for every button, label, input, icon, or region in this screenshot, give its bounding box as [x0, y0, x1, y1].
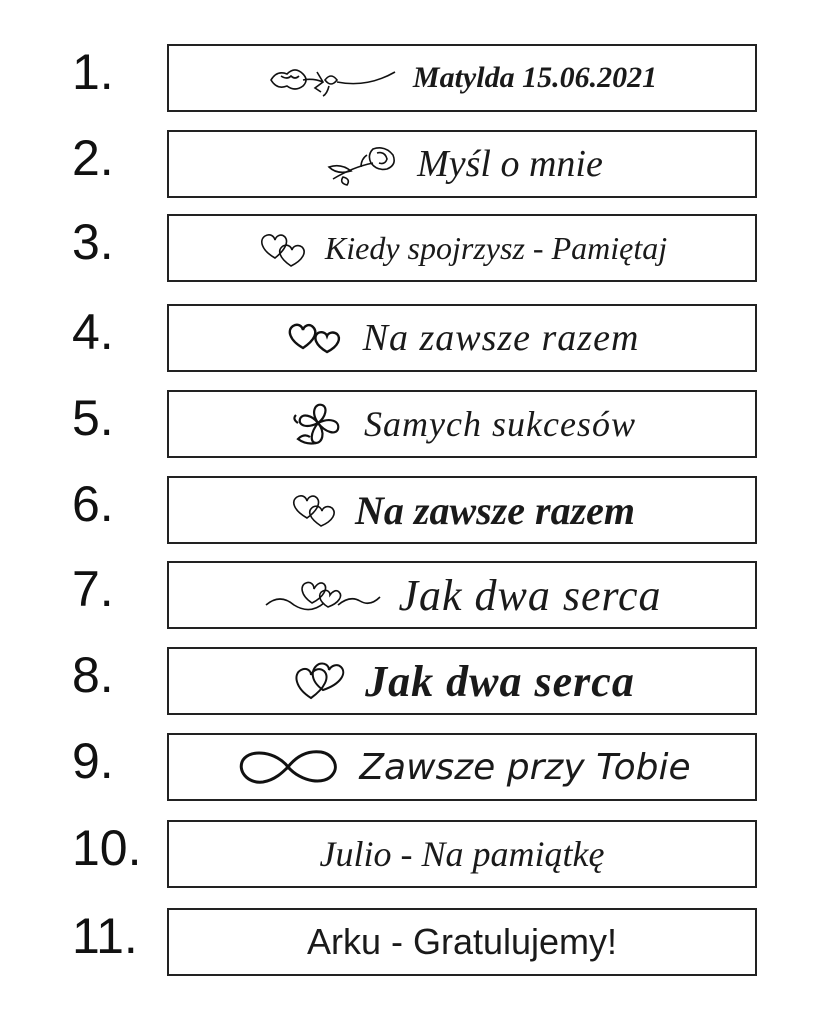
- two-hearts-outline-icon: [289, 490, 339, 530]
- plate-text-6: Na zawsze razem: [354, 487, 636, 533]
- plate-1: [167, 44, 757, 112]
- plate-11: [167, 908, 757, 976]
- plate-10: [167, 820, 757, 888]
- item-number-3: 3.: [72, 214, 114, 270]
- plate-3: [167, 214, 757, 282]
- plate-text-10: Julio - Na pamiątkę: [319, 834, 605, 874]
- plate-text-5: Samych sukcesów: [364, 404, 636, 444]
- interlocked-hearts-icon: [289, 658, 349, 704]
- item-number-4: 4.: [72, 304, 114, 360]
- item-number-9: 9.: [72, 733, 114, 789]
- plate-text-2: Myśl o mnie: [417, 143, 603, 185]
- plate-8: [167, 647, 757, 715]
- item-number-7: 7.: [72, 561, 114, 617]
- item-number-5: 5.: [72, 390, 114, 446]
- item-number-2: 2.: [72, 130, 114, 186]
- plate-6: [167, 476, 757, 544]
- item-number-8: 8.: [72, 647, 114, 703]
- two-hearts-icon: [285, 320, 347, 356]
- plate-text-11: Arku - Gratulujemy!: [306, 921, 618, 962]
- rose-flower-icon: [267, 58, 397, 98]
- plate-text-7: Jak dwa serca: [398, 570, 662, 620]
- two-hearts-outline-icon: [257, 228, 309, 268]
- hearts-swirl-icon: [262, 575, 382, 615]
- plate-7: [167, 561, 757, 629]
- item-number-11: 11.: [72, 908, 138, 964]
- item-number-10: 10.: [72, 820, 142, 876]
- plate-4: [167, 304, 757, 372]
- plate-9: [167, 733, 757, 801]
- plate-text-1: Matylda 15.06.2021: [412, 61, 658, 94]
- plate-text-4: Na zawsze razem: [362, 317, 640, 359]
- plate-2: [167, 130, 757, 198]
- plate-text-3: Kiedy spojrzysz - Pamiętaj: [324, 229, 668, 266]
- item-number-6: 6.: [72, 476, 114, 532]
- rose-icon: [321, 141, 401, 187]
- plate-5: [167, 390, 757, 458]
- plate-text-8: Jak dwa serca: [365, 656, 635, 706]
- item-number-1: 1.: [72, 44, 114, 100]
- four-leaf-clover-icon: [288, 399, 348, 449]
- infinity-icon: [233, 744, 343, 790]
- plate-text-9: Zawsze przy Tobie: [359, 746, 691, 788]
